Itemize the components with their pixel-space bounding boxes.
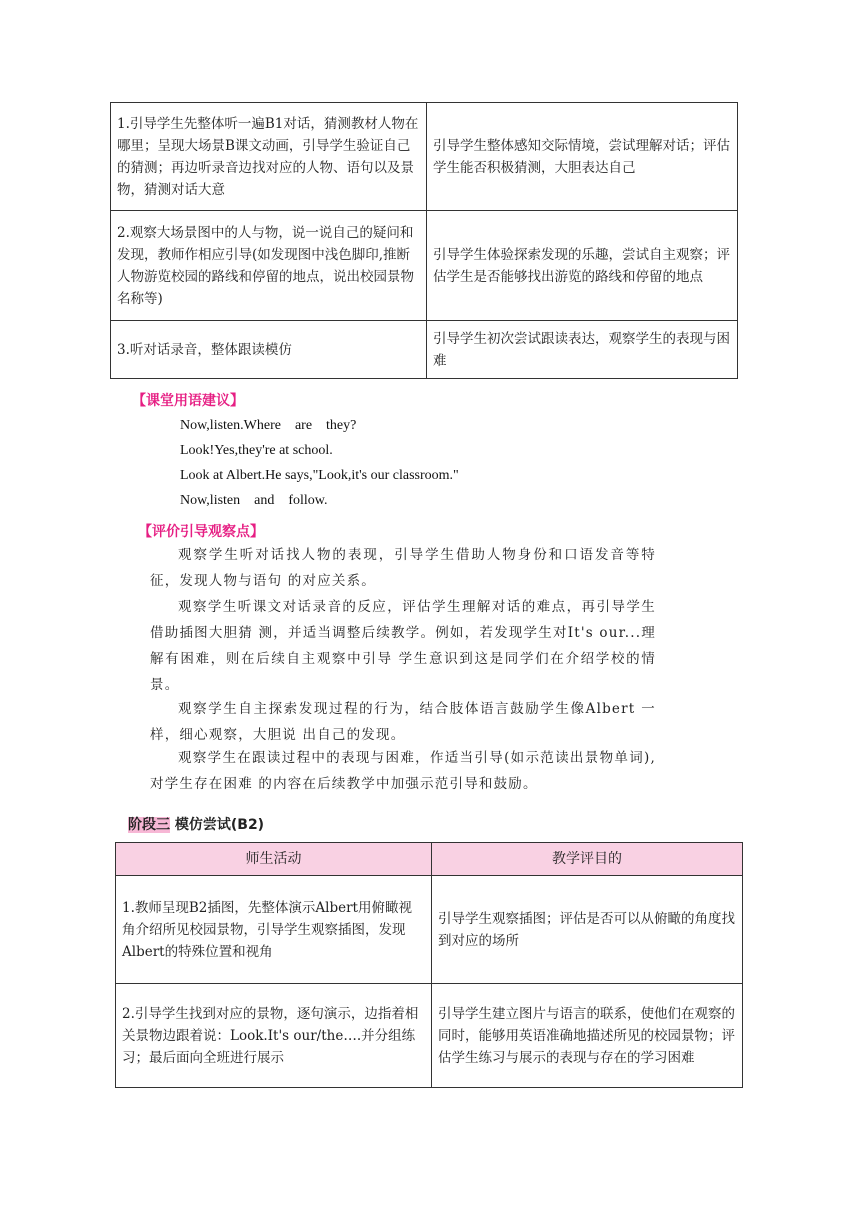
classroom-language-line: Now,listen.Where are they?	[180, 418, 357, 433]
classroom-language-line: Look!Yes,they're at school.	[180, 443, 333, 458]
table-row	[116, 984, 743, 1088]
evaluation-paragraph: 观察学生听课文对话录音的反应，评估学生理解对话的难点，再引导学生借助插图大胆猜 测，并适当调整后续教学。例如，若发现学生对It's our...理解有困难，则在后续自主观察中引导 学生意识到这是同学们在介绍学校的情景。	[150, 599, 656, 693]
evaluation-paragraph: 观察学生听对话找人物的表现，引导学生借助人物身份和口语发音等特征，发现人物与语句 的对应关系。	[150, 547, 656, 589]
table-row	[111, 103, 738, 211]
evaluation-heading: 【评价引导观察点】	[138, 524, 264, 540]
table-row	[111, 211, 738, 321]
evaluation-paragraph: 观察学生自主探索发现过程的行为，结合肢体语言鼓励学生像Albert 一样，细心观察，大胆说 出自己的发现。	[150, 701, 656, 743]
stage3-title	[128, 814, 264, 834]
purpose-cell: 引导学生建立图片与语言的联系，使他们在观察的同时，能够用英语准确地描述所见的校园景物；评估学生练习与展示的表现与存在的学习困难	[432, 984, 743, 1088]
evaluation-paragraph: 观察学生在跟读过程中的表现与困难，作适当引导(如示范读出景物单词),对学生存在困难 的内容在后续教学中加强示范引导和鼓励。	[150, 750, 656, 792]
classroom-language-line: Look at Albert.He says,"Look,it's our classroom."	[180, 468, 459, 483]
column-header-activity: 师生活动	[116, 843, 432, 876]
activity-cell: 1.教师呈现B2插图，先整体演示Albert用俯瞰视角介绍所见校园景物，引导学生观察插图，发现Albert的特殊位置和视角	[116, 876, 432, 984]
classroom-language-line: Now,listen and follow.	[180, 493, 328, 508]
stage3-tag: 阶段三	[128, 817, 170, 833]
activity-cell: 3.听对话录音，整体跟读模仿	[111, 321, 427, 379]
activity-cell: 1.引导学生先整体听一遍B1对话，猜测教材人物在哪里；呈现大场景B课文动画，引导学生验证自己的猜测；再边听录音边找对应的人物、语句以及景物，猜测对话大意	[111, 103, 427, 211]
activity-table-stage3	[115, 842, 743, 1088]
activity-cell: 2.观察大场景图中的人与物，说一说自己的疑问和发现，教师作相应引导(如发现图中浅色脚印,推断人物游览校园的路线和停留的地点，说出校园景物名称等)	[111, 211, 427, 321]
purpose-cell: 引导学生初次尝试跟读表达，观察学生的表现与困难	[427, 321, 738, 379]
stage3-title-text: 模仿尝试(B2)	[170, 817, 265, 833]
purpose-cell: 引导学生整体感知交际情境，尝试理解对话；评估学生能否积极猜测，大胆表达自己	[427, 103, 738, 211]
table-header-row	[116, 843, 743, 876]
table-row	[111, 321, 738, 379]
activity-cell: 2.引导学生找到对应的景物，逐句演示，边指着相关景物边跟着说：Look.It's our/the….并分组练习；最后面向全班进行展示	[116, 984, 432, 1088]
table-row	[116, 876, 743, 984]
classroom-language-heading: 【课堂用语建议】	[132, 393, 244, 409]
column-header-purpose: 教学评目的	[432, 843, 743, 876]
activity-table-stage2	[110, 102, 738, 379]
purpose-cell: 引导学生体验探索发现的乐趣，尝试自主观察；评估学生是否能够找出游览的路线和停留的地点	[427, 211, 738, 321]
purpose-cell: 引导学生观察插图；评估是否可以从俯瞰的角度找到对应的场所	[432, 876, 743, 984]
